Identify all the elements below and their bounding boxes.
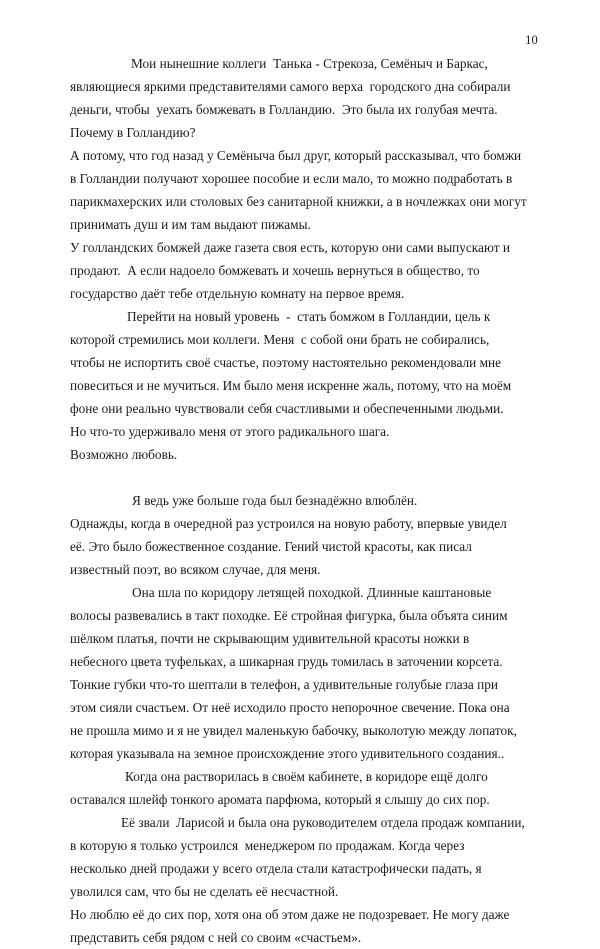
text-line: чтобы не испортить своё счастье, поэтому настоятельно рекомендовали мне bbox=[70, 355, 502, 370]
page-number: 10 bbox=[525, 33, 538, 47]
text-line: продают. А если надоело бомжевать и хочешь вернуться в общество, то bbox=[70, 263, 480, 278]
text-line: Однажды, когда в очередной раз устроился на новую работу, впервые увидел bbox=[70, 516, 507, 531]
text-line: У голландских бомжей даже газета своя есть, которую они сами выпускают и bbox=[70, 240, 510, 255]
text-line: уволился сам, что бы не сделать её несчастной. bbox=[70, 884, 339, 899]
text-line: небесного цвета туфельках, а шикарная грудь томилась в заточении корсета. bbox=[70, 654, 503, 669]
text-line: Когда она растворилась в своём кабинете, в коридоре ещё долго bbox=[125, 769, 488, 784]
text-line: известный поэт, во всяком случае, для меня. bbox=[70, 562, 321, 577]
text-line: Её звали Ларисой и была она руководителем отдела продаж компании, bbox=[121, 815, 525, 830]
text-line: Тонкие губки что-то шептали в телефон, а удивительные голубые глаза при bbox=[70, 677, 498, 692]
text-line: Она шла по коридору летящей походкой. Длинные каштановые bbox=[132, 585, 492, 600]
text-line: шёлком платья, почти не скрывающим удивительной красоты ножки в bbox=[70, 631, 470, 646]
paragraph-spacer bbox=[70, 466, 544, 489]
text-line: Я ведь уже больше года был безнадёжно влюблён. bbox=[132, 493, 418, 508]
text-line: парикмахерских или столовых без санитарной книжки, а в ночлежках они могут bbox=[70, 194, 527, 209]
text-line: оставался шлейф тонкого аромата парфюма, который я слышу до сих пор. bbox=[70, 792, 490, 807]
text-line: Почему в Голландию? bbox=[70, 125, 196, 140]
text-line: которой стремились мои коллеги. Меня с собой они брать не собирались, bbox=[70, 332, 490, 347]
text-line: Но что-то удерживало меня от этого радикального шага. bbox=[70, 424, 390, 439]
text-line: Но люблю её до сих пор, хотя она об этом даже не подозревает. Не могу даже bbox=[70, 907, 510, 922]
text-line: являющиеся яркими представителями самого верха городского дна собирали bbox=[70, 79, 511, 94]
text-line: представить себя рядом с ней со своим «счастьем». bbox=[70, 930, 362, 945]
text-line: Возможно любовь. bbox=[70, 447, 178, 462]
text-line: не прошла мимо и я не увидел маленькую бабочку, выколотую между лопаток, bbox=[70, 723, 517, 738]
text-line: государство даёт тебе отдельную комнату на первое время. bbox=[70, 286, 405, 301]
text-line: принимать душ и им там выдают пижамы. bbox=[70, 217, 311, 232]
text-line: её. Это было божественное создание. Гений чистой красоты, как писал bbox=[70, 539, 472, 554]
text-line: повеситься и не мучиться. Им было меня искренне жаль, потому, что на моём bbox=[70, 378, 512, 393]
text-line: волосы развевались в такт походке. Её стройная фигурка, была объята синим bbox=[70, 608, 508, 623]
text-line: которая указывала на земное происхождение этого удивительного создания.. bbox=[70, 746, 505, 761]
text-line: несколько дней продажи у всего отдела стали катастрофически падать, я bbox=[70, 861, 482, 876]
text-line: в Голландии получают хорошее пособие и если мало, то можно подработать в bbox=[70, 171, 513, 186]
text-line: А потому, что год назад у Семёныча был друг, который рассказывал, что бомжи bbox=[70, 148, 522, 163]
document-body bbox=[70, 52, 544, 949]
text-line: деньги, чтобы уехать бомжевать в Голландию. Это была их голубая мечта. bbox=[70, 102, 498, 117]
text-line: Мои нынешние коллеги Танька - Стрекоза, Семёныч и Баркас, bbox=[131, 56, 488, 71]
text-line: этом сияли счастьем. От неё исходило просто непорочное свечение. Пока она bbox=[70, 700, 510, 715]
text-line: в которую я только устроился менеджером по продажам. Когда через bbox=[70, 838, 465, 853]
text-line: фоне они реально чувствовали себя счастливыми и обеспеченными людьми. bbox=[70, 401, 504, 416]
text-line: Перейти на новый уровень - стать бомжом в Голландии, цель к bbox=[127, 309, 491, 324]
